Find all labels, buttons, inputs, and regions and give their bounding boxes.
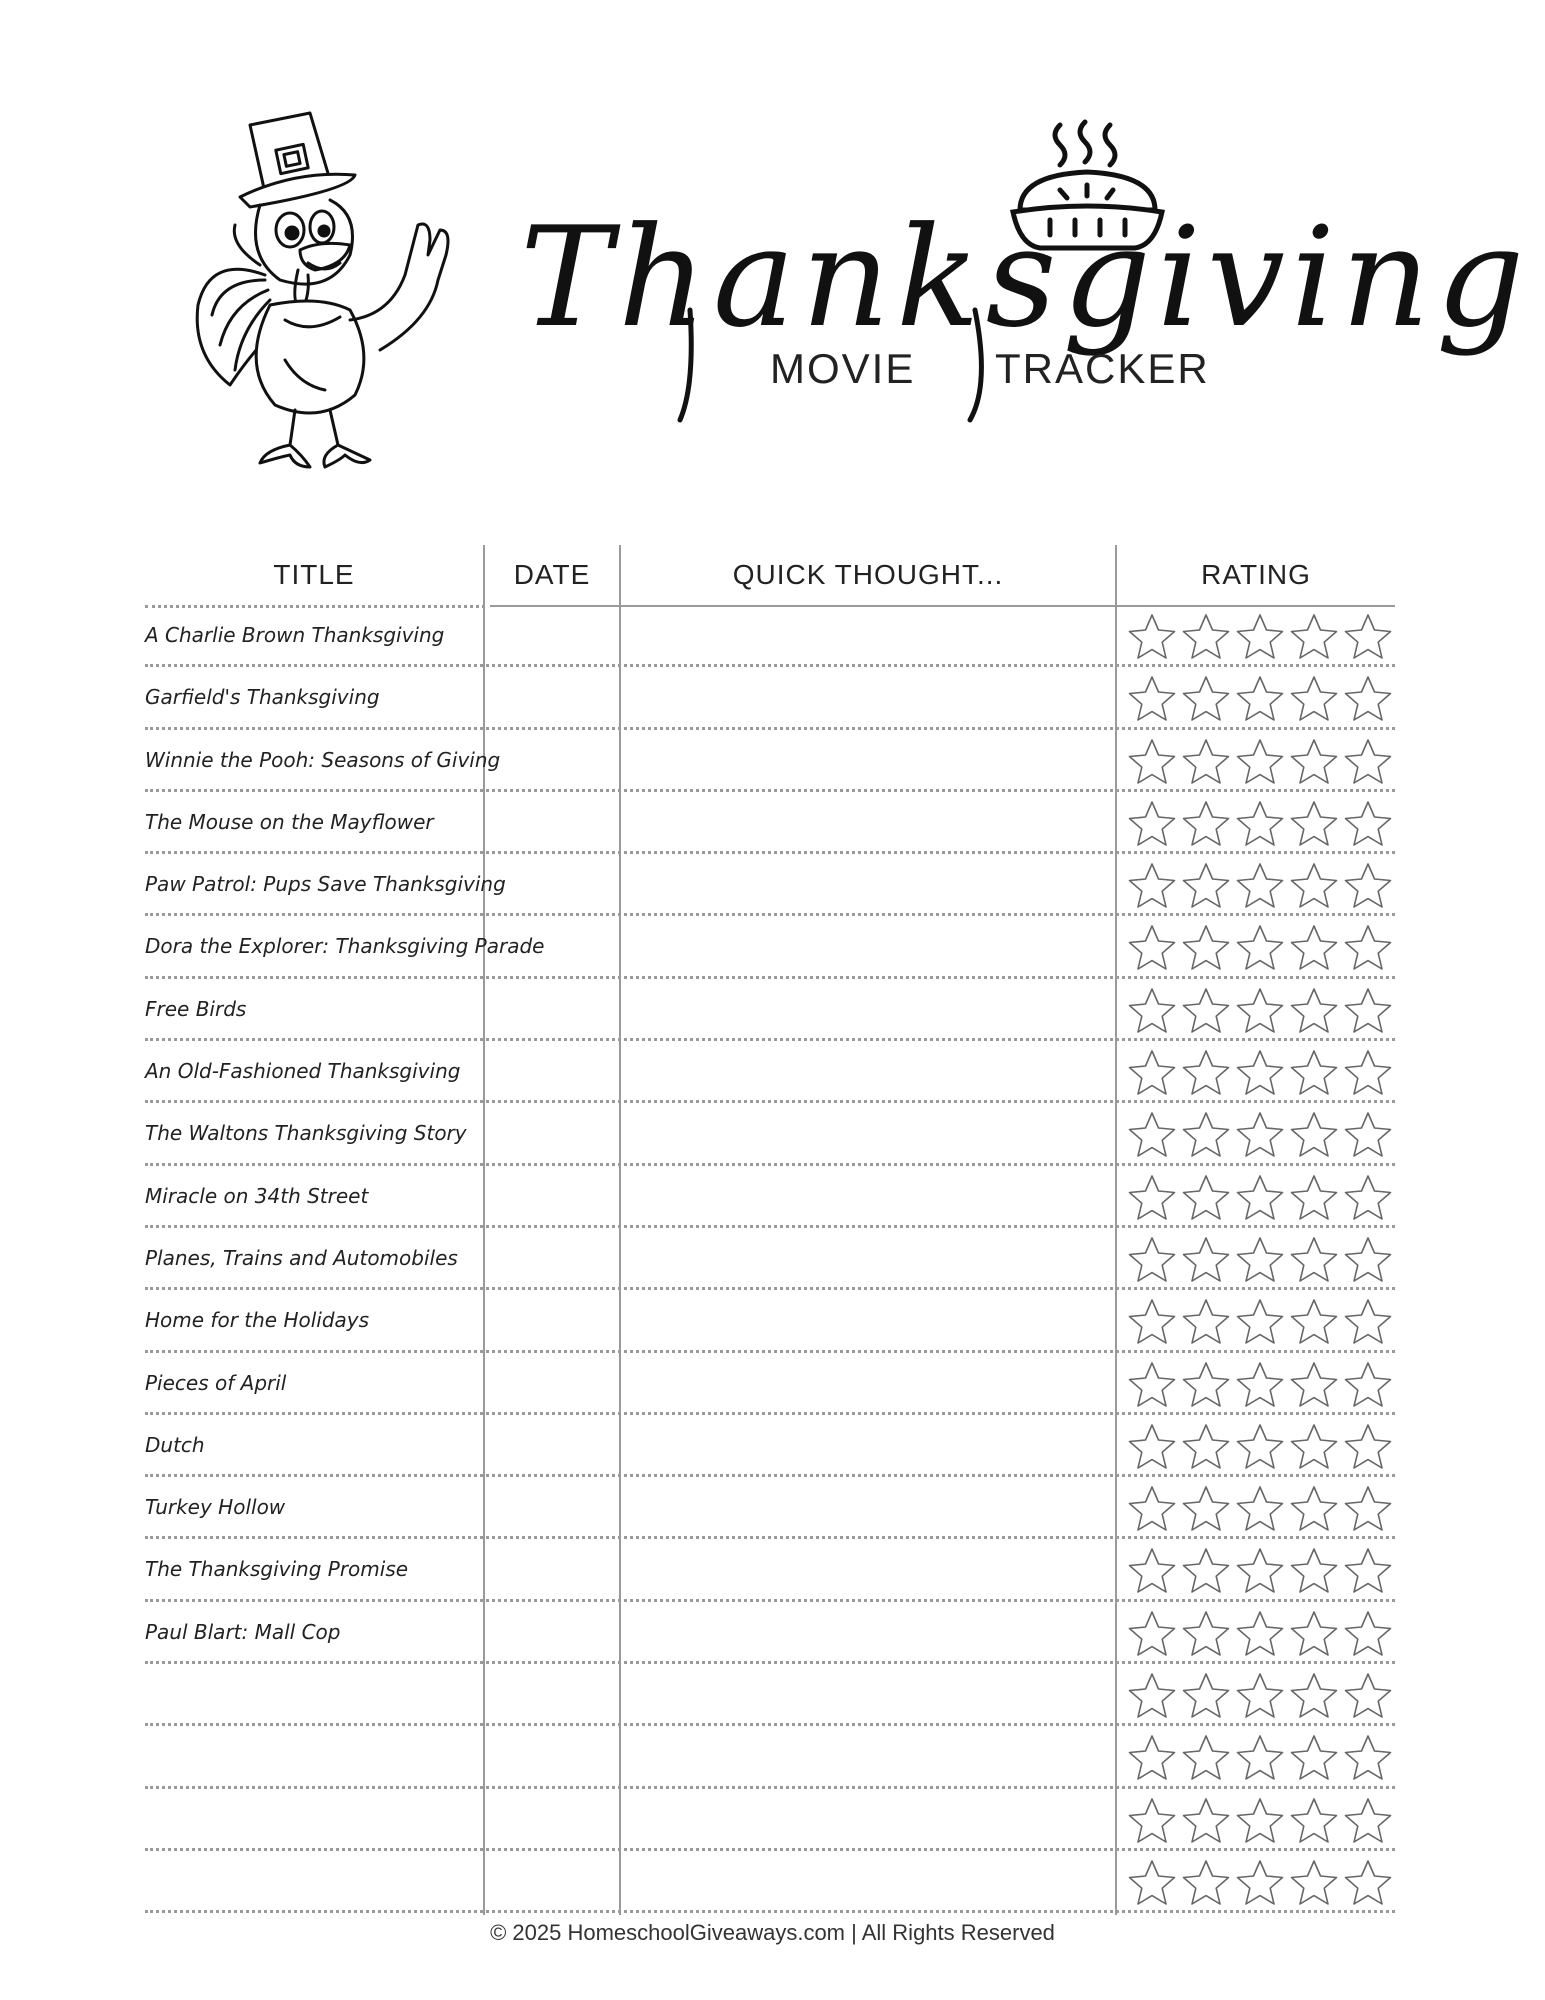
rating-stars[interactable]: [1127, 799, 1395, 849]
table-row: [145, 667, 1395, 729]
rating-stars[interactable]: [1127, 923, 1395, 973]
star-icon[interactable]: [1289, 1796, 1339, 1846]
star-icon[interactable]: [1235, 861, 1285, 911]
table-row: [145, 979, 1395, 1041]
rating-stars[interactable]: [1127, 861, 1395, 911]
table-row: [145, 854, 1395, 916]
star-icon[interactable]: [1127, 986, 1177, 1036]
movie-title-cell: Paul Blart: Mall Cop: [145, 1619, 341, 1644]
star-icon[interactable]: [1181, 1235, 1231, 1285]
movie-title-cell: Planes, Trains and Automobiles: [145, 1245, 458, 1270]
star-icon[interactable]: [1181, 1609, 1231, 1659]
star-icon[interactable]: [1289, 1360, 1339, 1410]
star-icon[interactable]: [1181, 1110, 1231, 1160]
movie-title-cell: The Mouse on the Mayflower: [145, 809, 434, 834]
star-icon[interactable]: [1235, 1796, 1285, 1846]
star-icon[interactable]: [1343, 674, 1393, 724]
rating-stars[interactable]: [1127, 986, 1395, 1036]
star-icon[interactable]: [1235, 1858, 1285, 1908]
star-icon[interactable]: [1127, 1796, 1177, 1846]
star-icon[interactable]: [1127, 1297, 1177, 1347]
star-icon[interactable]: [1235, 1546, 1285, 1596]
star-icon[interactable]: [1181, 861, 1231, 911]
star-icon[interactable]: [1181, 1484, 1231, 1534]
star-icon[interactable]: [1235, 1110, 1285, 1160]
row-dotted-rule: [145, 1910, 1395, 1913]
movie-title-cell: The Thanksgiving Promise: [145, 1557, 409, 1582]
rating-stars[interactable]: [1127, 674, 1395, 724]
star-icon[interactable]: [1289, 923, 1339, 973]
star-icon[interactable]: [1343, 861, 1393, 911]
star-icon[interactable]: [1127, 1048, 1177, 1098]
table-row: [145, 1415, 1395, 1477]
star-icon[interactable]: [1127, 1110, 1177, 1160]
star-icon[interactable]: [1127, 674, 1177, 724]
table-row: [145, 1228, 1395, 1290]
star-icon[interactable]: [1343, 1110, 1393, 1160]
star-icon[interactable]: [1127, 1733, 1177, 1783]
table-row: [145, 605, 1395, 667]
star-icon[interactable]: [1181, 612, 1231, 662]
star-icon[interactable]: [1289, 1733, 1339, 1783]
rating-stars[interactable]: [1127, 1235, 1395, 1285]
star-icon[interactable]: [1289, 1235, 1339, 1285]
movie-title-cell: [145, 1851, 480, 1911]
star-icon[interactable]: [1127, 923, 1177, 973]
star-icon[interactable]: [1235, 1048, 1285, 1098]
star-icon[interactable]: [1235, 737, 1285, 787]
star-icon[interactable]: [1127, 1671, 1177, 1721]
rating-stars[interactable]: [1127, 1297, 1395, 1347]
star-icon[interactable]: [1343, 1733, 1393, 1783]
table-row: [145, 730, 1395, 792]
movie-title-cell: Turkey Hollow: [145, 1495, 286, 1520]
star-icon[interactable]: [1343, 1360, 1393, 1410]
star-icon[interactable]: [1343, 1546, 1393, 1596]
star-icon[interactable]: [1343, 612, 1393, 662]
movie-title-cell: Garfield's Thanksgiving: [145, 685, 380, 710]
star-icon[interactable]: [1235, 1173, 1285, 1223]
star-icon[interactable]: [1343, 799, 1393, 849]
star-icon[interactable]: [1181, 737, 1231, 787]
star-icon[interactable]: [1181, 1858, 1231, 1908]
table-row: [145, 916, 1395, 978]
star-icon[interactable]: [1181, 1546, 1231, 1596]
table-row: [145, 1477, 1395, 1539]
star-icon[interactable]: [1235, 1297, 1285, 1347]
star-icon[interactable]: [1235, 1360, 1285, 1410]
table-row: [145, 1664, 1395, 1726]
star-icon[interactable]: [1343, 986, 1393, 1036]
star-icon[interactable]: [1289, 737, 1339, 787]
star-icon[interactable]: [1181, 1733, 1231, 1783]
column-header-quick-thought: QUICK THOUGHT...: [732, 559, 1004, 590]
movie-title-cell: Winnie the Pooh: Seasons of Giving: [145, 747, 501, 772]
star-icon[interactable]: [1127, 1546, 1177, 1596]
star-icon[interactable]: [1289, 986, 1339, 1036]
star-icon[interactable]: [1181, 986, 1231, 1036]
star-icon[interactable]: [1181, 799, 1231, 849]
star-icon[interactable]: [1343, 1422, 1393, 1472]
star-icon[interactable]: [1127, 1173, 1177, 1223]
star-icon[interactable]: [1235, 1422, 1285, 1472]
table-row: [145, 1539, 1395, 1601]
page-header: [0, 0, 1545, 520]
subtitle-tracker: TRACKER: [995, 345, 1210, 392]
table-row: [145, 1851, 1395, 1913]
star-icon[interactable]: [1181, 1173, 1231, 1223]
star-icon[interactable]: [1235, 986, 1285, 1036]
subtitle-movie: MOVIE: [770, 345, 916, 392]
star-icon[interactable]: [1343, 1048, 1393, 1098]
star-icon[interactable]: [1289, 1048, 1339, 1098]
star-icon[interactable]: [1289, 799, 1339, 849]
star-icon[interactable]: [1127, 861, 1177, 911]
movie-title-cell: An Old-Fashioned Thanksgiving: [145, 1059, 461, 1084]
star-icon[interactable]: [1343, 1297, 1393, 1347]
table-row: [145, 1353, 1395, 1415]
star-icon[interactable]: [1181, 1297, 1231, 1347]
star-icon[interactable]: [1343, 1235, 1393, 1285]
star-icon[interactable]: [1289, 1110, 1339, 1160]
star-icon[interactable]: [1343, 1609, 1393, 1659]
star-icon[interactable]: [1127, 1360, 1177, 1410]
rating-stars[interactable]: [1127, 1173, 1395, 1223]
rating-stars[interactable]: [1127, 1360, 1395, 1410]
star-icon[interactable]: [1235, 612, 1285, 662]
column-header-rating: RATING: [1201, 559, 1311, 590]
star-icon[interactable]: [1181, 1671, 1231, 1721]
table-row: [145, 792, 1395, 854]
table-row: [145, 1602, 1395, 1664]
star-icon[interactable]: [1127, 1422, 1177, 1472]
star-icon[interactable]: [1289, 1609, 1339, 1659]
table-rows: [145, 605, 1395, 1913]
star-icon[interactable]: [1235, 674, 1285, 724]
movie-title-cell: A Charlie Brown Thanksgiving: [145, 623, 445, 647]
star-icon[interactable]: [1289, 1173, 1339, 1223]
star-icon[interactable]: [1181, 1360, 1231, 1410]
movie-title-cell: [145, 1789, 480, 1849]
rating-stars[interactable]: [1127, 1048, 1395, 1098]
column-header-date: DATE: [513, 559, 591, 590]
star-icon[interactable]: [1127, 1858, 1177, 1908]
star-icon[interactable]: [1343, 737, 1393, 787]
star-icon[interactable]: [1343, 1858, 1393, 1908]
rating-stars[interactable]: [1127, 1858, 1395, 1908]
star-icon[interactable]: [1343, 1671, 1393, 1721]
pilgrim-turkey-illustration: [190, 105, 460, 475]
movie-title-cell: [145, 1726, 480, 1786]
star-icon[interactable]: [1127, 737, 1177, 787]
star-icon[interactable]: [1235, 1609, 1285, 1659]
star-icon[interactable]: [1289, 1671, 1339, 1721]
star-icon[interactable]: [1127, 1484, 1177, 1534]
movie-title-cell: Pieces of April: [145, 1370, 287, 1395]
table-row: [145, 1290, 1395, 1352]
star-icon[interactable]: [1235, 1484, 1285, 1534]
star-icon[interactable]: [1289, 861, 1339, 911]
star-icon[interactable]: [1289, 612, 1339, 662]
star-icon[interactable]: [1127, 1609, 1177, 1659]
table-row: [145, 1041, 1395, 1103]
table-row: [145, 1166, 1395, 1228]
star-icon[interactable]: [1235, 799, 1285, 849]
star-icon[interactable]: [1289, 1297, 1339, 1347]
star-icon[interactable]: [1343, 923, 1393, 973]
movie-title-cell: The Waltons Thanksgiving Story: [145, 1121, 467, 1146]
star-icon[interactable]: [1235, 1235, 1285, 1285]
column-header-title: TITLE: [273, 559, 355, 590]
rating-stars[interactable]: [1127, 1671, 1395, 1721]
movie-title-cell: Free Birds: [145, 996, 247, 1021]
star-icon[interactable]: [1343, 1484, 1393, 1534]
star-icon[interactable]: [1235, 1733, 1285, 1783]
star-icon[interactable]: [1181, 1422, 1231, 1472]
star-icon[interactable]: [1343, 1796, 1393, 1846]
rating-stars[interactable]: [1127, 737, 1395, 787]
table-row: [145, 1789, 1395, 1851]
movie-tracker-table: [145, 545, 1395, 1920]
star-icon[interactable]: [1127, 799, 1177, 849]
star-icon[interactable]: [1289, 1422, 1339, 1472]
movie-title-cell: [145, 1664, 480, 1724]
movie-title-cell: Paw Patrol: Pups Save Thanksgiving: [145, 872, 506, 897]
rating-stars[interactable]: [1127, 1609, 1395, 1659]
star-icon[interactable]: [1181, 1048, 1231, 1098]
movie-title-cell: Dora the Explorer: Thanksgiving Parade: [145, 934, 545, 959]
star-icon[interactable]: [1181, 923, 1231, 973]
star-icon[interactable]: [1127, 612, 1177, 662]
movie-title-cell: Miracle on 34th Street: [145, 1183, 369, 1208]
star-icon[interactable]: [1235, 923, 1285, 973]
movie-title-cell: Dutch: [145, 1432, 205, 1457]
table-row: [145, 1726, 1395, 1788]
star-icon[interactable]: [1181, 674, 1231, 724]
star-icon[interactable]: [1127, 1235, 1177, 1285]
star-icon[interactable]: [1235, 1671, 1285, 1721]
footer-copyright: © 2025 HomeschoolGiveaways.com | All Rights Reserved: [490, 1920, 1055, 1945]
rating-stars[interactable]: [1127, 1796, 1395, 1846]
star-icon[interactable]: [1289, 674, 1339, 724]
rating-stars[interactable]: [1127, 1733, 1395, 1783]
movie-title-cell: Home for the Holidays: [145, 1308, 370, 1333]
star-icon[interactable]: [1343, 1173, 1393, 1223]
star-icon[interactable]: [1289, 1484, 1339, 1534]
rating-stars[interactable]: [1127, 1546, 1395, 1596]
star-icon[interactable]: [1289, 1546, 1339, 1596]
script-title-text: Thanksgiving: [520, 197, 1531, 358]
star-icon[interactable]: [1289, 1858, 1339, 1908]
rating-stars[interactable]: [1127, 1422, 1395, 1472]
table-row: [145, 1103, 1395, 1165]
rating-stars[interactable]: [1127, 1110, 1395, 1160]
rating-stars[interactable]: [1127, 1484, 1395, 1534]
rating-stars[interactable]: [1127, 612, 1395, 662]
star-icon[interactable]: [1181, 1796, 1231, 1846]
